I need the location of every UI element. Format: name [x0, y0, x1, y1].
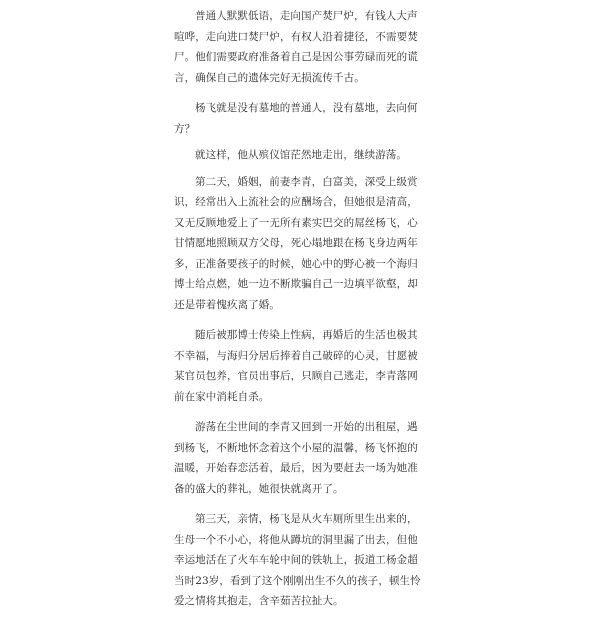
paragraph-5: 随后被那博士传染上性病，再婚后的生活也极其不幸福，与海归分居后捧着自己破碎的心灵，甘愿被某官员包养，官员出事后，只顾自己逃走，李青落网前在家中消耗自杀。	[174, 329, 418, 403]
document-body	[174, 6, 426, 622]
paragraph-6: 游荡在尘世间的李青又回到一开始的出租屋，遇到杨飞，不断地怀念着这个小屋的温馨，杨飞怀抱的温暖，开始春恋活着，最后，因为要赶去一场为她准备的盛大的葬礼，她很快就离开了。	[174, 421, 418, 495]
paragraph-1: 普通人默默低语，走向国产焚尸炉，有钱人大声喧哗，走向进口焚尸炉，有权人沿着捷径，不需要焚尸。他们需要政府准备着自己是因公事劳碌而死的谎言，确保自己的遗体完好无损流传千古。	[174, 10, 418, 84]
paragraph-7: 第三天，亲情，杨飞是从火车厕所里生出来的，生母一个不小心，将他从蹲坑的洞里漏了出去，但他幸运地活在了火车车轮中间的铁轨上，扳道工杨金超当时23岁，看到了这个刚刚出生不久的孩子，顿生怜爱之情将其抱走，含辛茹苦拉扯大。	[174, 513, 421, 607]
paragraph-2: 杨飞就是没有墓地的普通人，没有墓地，去向何方？	[174, 102, 418, 135]
paragraph-4: 第二天，婚姻，前妻李青，白富美，深受上级赏识，经常出入上流社会的应酬场合，但她很是清高，又无反顾地爱上了一无所有素实巴交的屌丝杨飞，心甘情愿地照顾双方父母，死心塌地跟在杨飞身边两年多，正准备要孩子的时候，她心中的野心被一个海归博士给点燃，她一边不断欺骗自己一边填平欲壑，却还是带着愧疚离了婚。	[174, 175, 418, 311]
paragraph-3: 就这样，他从殡仪馆茫然地走出，继续游荡。	[195, 149, 407, 161]
